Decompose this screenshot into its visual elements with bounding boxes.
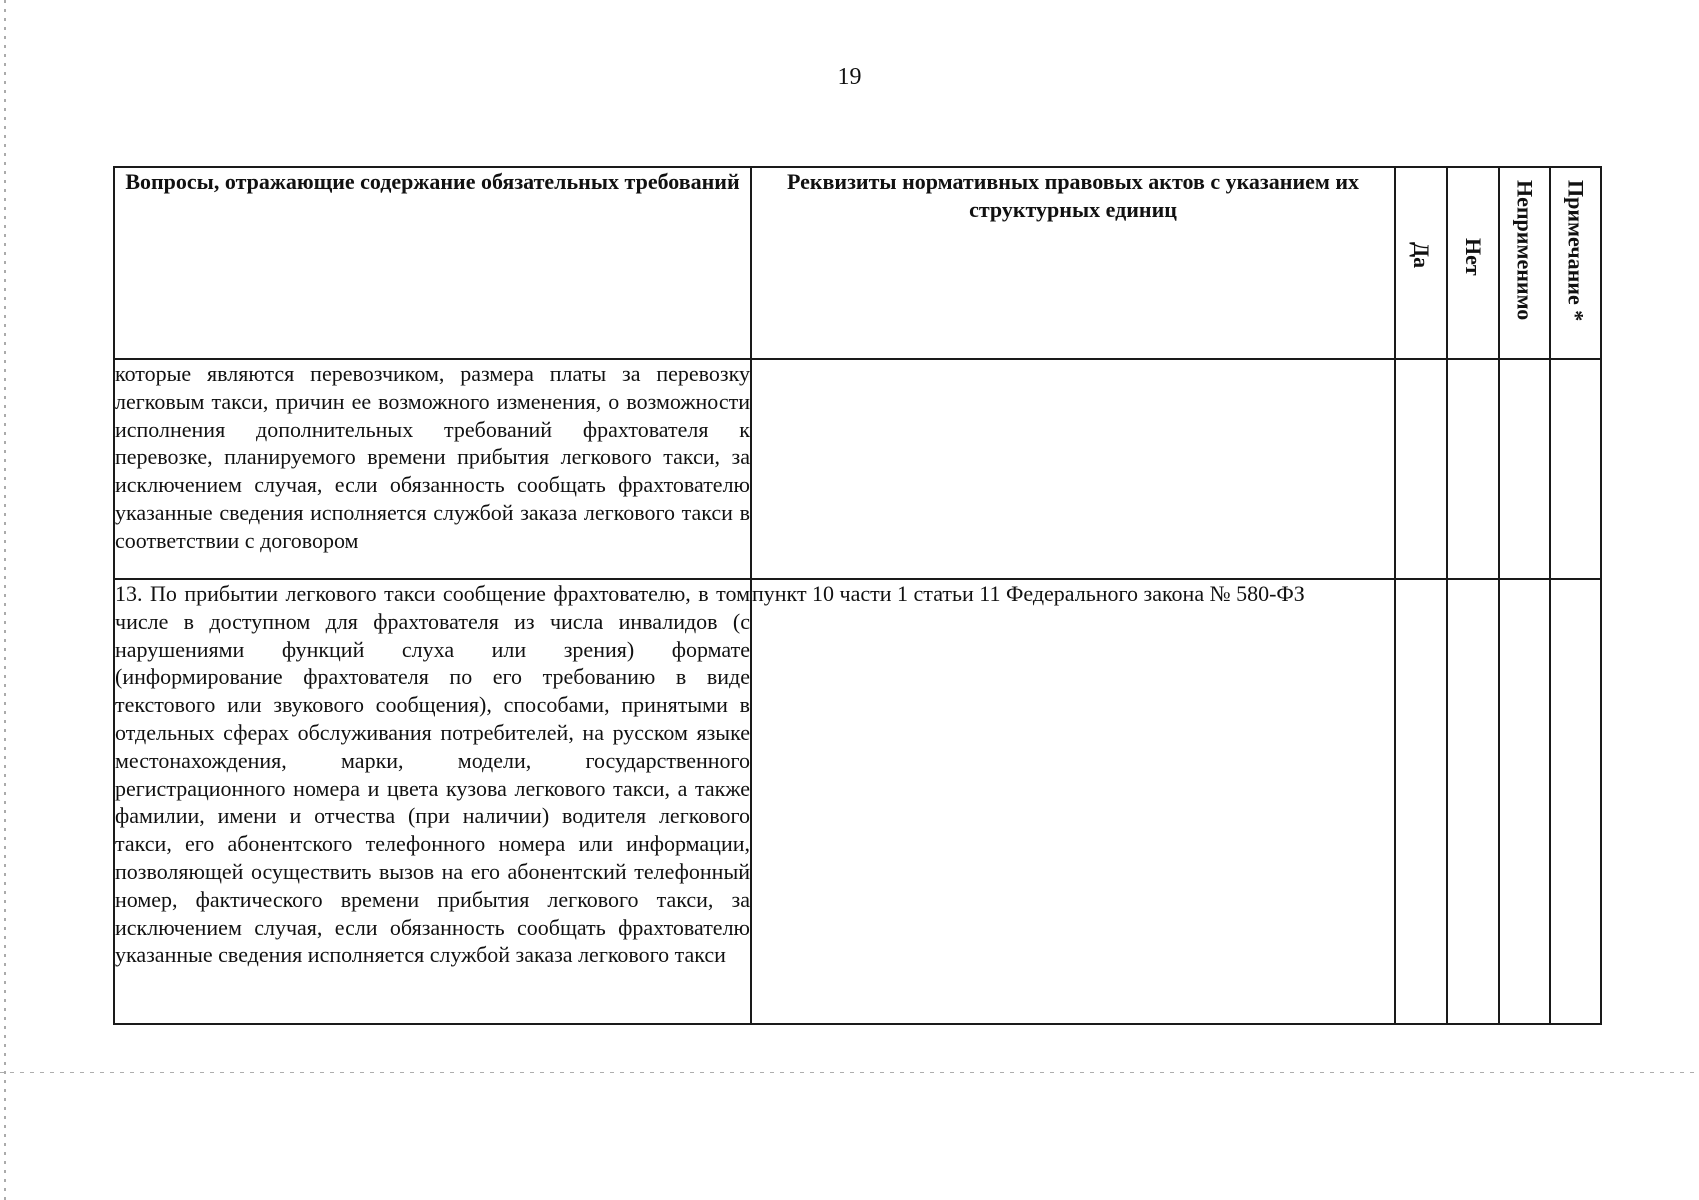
question-cell: которые являются перевозчиком, размера платы за перевозку легковым такси, причин ее возможного изменения, о возможности исполнения дополнительных требований фрахтователя к перевозке, планируемого времени прибытия легкового такси, за исключением случая, если обязанность сообщать фрахтователю указанные сведения исполняется службой заказа легкового такси в соответствии с договором: [114, 359, 751, 579]
not-applicable-cell[interactable]: [1499, 579, 1550, 1024]
note-cell[interactable]: [1550, 579, 1601, 1024]
question-cell: 13. По прибытии легкового такси сообщение фрахтователю, в том числе в доступном для фрахтователя из числа инвалидов (с нарушениями функций слуха или зрения) формате (информирование фрахтователя по его требованию в виде текстового или звукового сообщения), способами, принятыми в отдельных сферах обслуживания потребителей, на русском языке местонахождения, марки, модели, государственного регистрационного номера и цвета кузова легкового такси, а также фамилии, имени и отчества (при наличии) водителя легкового такси, его абонентского телефонного номера или информации, позволяющей осуществить вызов на его абонентский телефонный номер, фактического времени прибытия легкового такси, за исключением случая, если обязанность сообщать фрахтователю указанные сведения исполняется службой заказа легкового такси: [114, 579, 751, 1024]
no-cell[interactable]: [1447, 579, 1499, 1024]
header-note: [1550, 167, 1601, 359]
header-requisites: Реквизиты нормативных правовых актов с указанием их структурных единиц: [751, 167, 1395, 359]
yes-cell[interactable]: [1395, 359, 1447, 579]
requisites-cell: пункт 10 части 1 статьи 11 Федерального закона № 580-ФЗ: [751, 579, 1395, 1024]
page-number: 19: [837, 64, 862, 90]
scan-edge-bottom: [0, 1072, 1699, 1073]
no-cell[interactable]: [1447, 359, 1499, 579]
header-not-applicable-label: Неприменимо: [1512, 180, 1538, 321]
header-no-label: Нет: [1461, 238, 1486, 276]
header-not-applicable: [1499, 167, 1550, 359]
table-header-row: [114, 167, 1601, 359]
scan-edge: [4, 0, 6, 1200]
table-row: [114, 359, 1601, 579]
requisites-cell: [751, 359, 1395, 579]
header-yes-label: Да: [1409, 242, 1434, 269]
not-applicable-cell[interactable]: [1499, 359, 1550, 579]
table-row: [114, 579, 1601, 1024]
yes-cell[interactable]: [1395, 579, 1447, 1024]
checklist-table: [113, 166, 1602, 1025]
note-cell[interactable]: [1550, 359, 1601, 579]
header-note-label: Примечание *: [1563, 180, 1589, 322]
header-no: [1447, 167, 1499, 359]
header-yes: [1395, 167, 1447, 359]
header-question: Вопросы, отражающие содержание обязательных требований: [114, 167, 751, 359]
